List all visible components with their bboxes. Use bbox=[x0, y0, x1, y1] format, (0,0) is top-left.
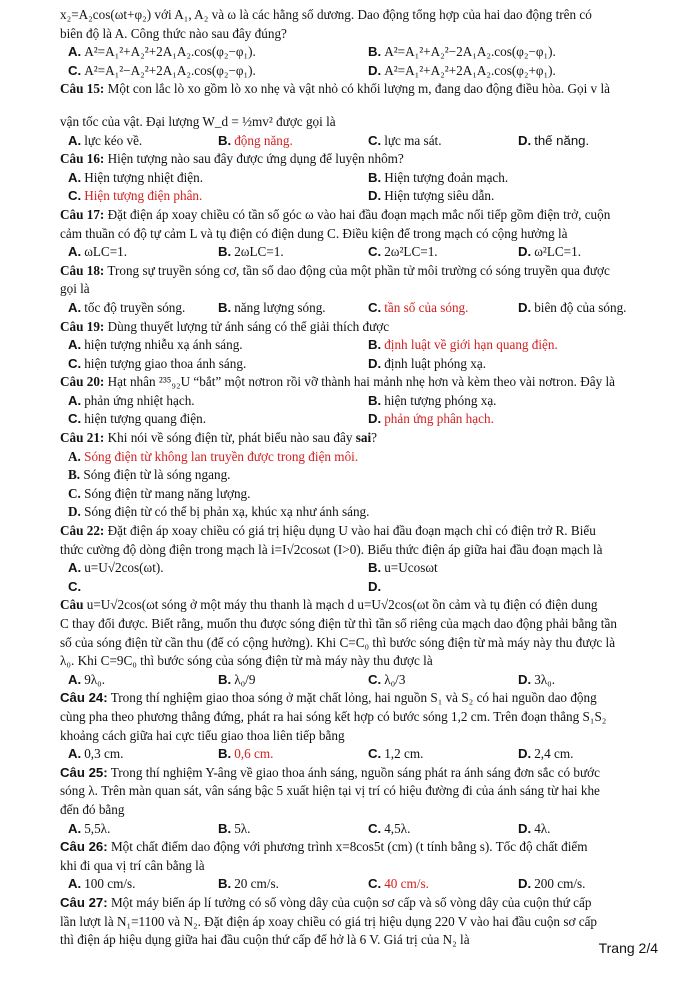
question-15-line-2: vận tốc của vật. Đại lượng W_d = ½mv² được gọi là bbox=[60, 113, 336, 129]
option: D. ω²LC=1. bbox=[518, 244, 582, 260]
question-17-options bbox=[60, 243, 660, 262]
question-22: Câu 22: Đặt điện áp xoay chiều có giá trị hiệu dụng U vào hai đầu đoạn mạch chỉ có điện trở R. Biểu bbox=[60, 523, 596, 539]
option: C. 2ω²LC=1. bbox=[368, 244, 438, 260]
option: C. 4,5λ. bbox=[368, 820, 411, 836]
option-correct: D. phản ứng phân hạch. bbox=[368, 411, 494, 427]
question-23-line-2: C thay đổi được. Biết rằng, muốn thu được sóng điện từ thì tần số riêng của mạch dao động phải bằng tần bbox=[60, 616, 617, 631]
option: C. 1,2 cm. bbox=[368, 746, 424, 762]
option-correct: B. động năng. bbox=[218, 132, 293, 148]
question-27-line-2: lần lượt là N₁=1100 và N₂. Đặt điện áp xoay chiều có giá trị hiệu dụng 220 V vào hai đầu cuộn sơ cấp bbox=[60, 913, 598, 929]
option: D. thế năng. bbox=[518, 132, 590, 148]
option: D. 4λ. bbox=[518, 820, 551, 836]
option: A. A²=A₁²+A₂²+2A₁A₂.cos(φ₂−φ₁). bbox=[68, 44, 256, 60]
option: A. Hiện tượng nhiệt điện. bbox=[68, 169, 204, 185]
option: B. hiện tượng phóng xạ. bbox=[368, 392, 497, 408]
intro-options-row-2 bbox=[60, 62, 660, 81]
option: B. A²=A₁²+A₂²−2A₁A₂.cos(φ₂−φ₁). bbox=[368, 44, 556, 60]
question-24-options bbox=[60, 745, 660, 764]
question-22-options-2 bbox=[60, 578, 660, 597]
option: B. λ₀/9 bbox=[218, 671, 256, 687]
option: D. 3λ₀. bbox=[518, 671, 556, 687]
option: D. biên độ của sóng. bbox=[518, 299, 627, 315]
question-16-options-1 bbox=[60, 169, 660, 188]
question-24-line-2: cùng pha theo phương thẳng đứng, phát ra hai sóng kết hợp có bước sóng 1,2 cm. Trên đoạn thẳng S₁S₂ bbox=[60, 708, 607, 724]
question-18-line-2: gọi là bbox=[60, 281, 90, 297]
question-27: Câu 27: Một máy biến áp lí tưởng có số vòng dây của cuộn sơ cấp và số vòng dây của cuộn thứ cấp bbox=[60, 894, 592, 910]
question-20: Câu 20: Hạt nhân ²³⁵₉₂U “bắt” một nơtron rồi vỡ thành hai mảnh nhẹ hơn và kèm theo vài nơtron. Đây là bbox=[60, 374, 615, 390]
intro-line-1: x₂=A₂cos(ωt+φ₂) với A₁, A₂ và ω là các hằng số dương. Dao động tổng hợp của hai dao động trên có bbox=[60, 7, 592, 22]
option: A. lực kéo về. bbox=[68, 132, 143, 148]
question-19-options-2 bbox=[60, 355, 660, 374]
question-26-line-2: khi đi qua vị trí cân bằng là bbox=[60, 857, 205, 873]
option: A. 0,3 cm. bbox=[68, 746, 124, 762]
exam-page bbox=[60, 6, 660, 950]
option: A. hiện tượng nhiễu xạ ánh sáng. bbox=[68, 337, 243, 353]
option: D. Hiện tượng siêu dẫn. bbox=[368, 188, 495, 204]
option: A. 100 cm/s. bbox=[68, 876, 136, 892]
option: D. 2,4 cm. bbox=[518, 746, 574, 762]
question-19-options-1 bbox=[60, 336, 660, 355]
question-22-options-1 bbox=[60, 559, 660, 578]
option: A. phản ứng nhiệt hạch. bbox=[68, 392, 195, 408]
option: C. hiện tượng quang điện. bbox=[68, 411, 206, 427]
option: A. 5,5λ. bbox=[68, 820, 111, 836]
question-26-options bbox=[60, 875, 660, 894]
option-correct: C. Hiện tượng điện phân. bbox=[68, 188, 203, 204]
question-21: Câu 21: Khi nói về sóng điện từ, phát biểu nào sau đây sai? bbox=[60, 430, 378, 446]
question-18: Câu 18: Trong sự truyền sóng cơ, tần số dao động của một phần tử môi trường có sóng truyền qua được bbox=[60, 262, 610, 278]
option: A. ωLC=1. bbox=[68, 244, 128, 260]
option: A. u=U√2cos(ωt). bbox=[68, 560, 164, 576]
question-27-line-3: thì điện áp hiệu dụng giữa hai đầu cuộn thứ cấp để hở là 6 V. Giá trị của N₂ là bbox=[60, 932, 470, 948]
option: D. bbox=[368, 578, 382, 594]
question-25-line-2: sóng λ. Trên màn quan sát, vân sáng bậc 5 xuất hiện tại vị trí có hiệu đường đi của ánh sáng từ hai khe bbox=[60, 783, 600, 799]
question-19: Câu 19: Dùng thuyết lượng tử ánh sáng có thể giải thích được bbox=[60, 318, 390, 334]
question-18-options bbox=[60, 299, 660, 318]
option: D. A²=A₁²+A₂²+2A₁A₂.cos(φ₂+φ₁). bbox=[368, 62, 556, 78]
question-25: Câu 25: Trong thí nghiệm Y-âng về giao thoa ánh sáng, nguồn sáng phát ra ánh sáng đơn sắc có bước bbox=[60, 764, 600, 780]
question-25-options bbox=[60, 820, 660, 839]
question-24: Câu 24: Trong thí nghiệm giao thoa sóng ở mặt chất lỏng, hai nguồn S₁ và S₂ có hai nguồn dao động bbox=[60, 690, 597, 706]
question-16-options-2 bbox=[60, 187, 660, 206]
question-17: Câu 17: Đặt điện áp xoay chiều có tần số góc ω vào hai đầu đoạn mạch mắc nối tiếp gồm điện trở, cuộn bbox=[60, 206, 611, 222]
question-20-options-2 bbox=[60, 410, 660, 429]
question-15-options bbox=[60, 132, 660, 151]
option: A. tốc độ truyền sóng. bbox=[68, 299, 186, 315]
option: C. lực ma sát. bbox=[368, 132, 442, 148]
option: B. Sóng điện từ là sóng ngang. bbox=[68, 467, 231, 483]
option: C. hiện tượng giao thoa ánh sáng. bbox=[68, 355, 247, 371]
option: B. Hiện tượng đoản mạch. bbox=[368, 169, 509, 185]
question-17-line-2: cảm thuần có độ tự cảm L và tụ điện có điện dung C. Điều kiện để trong mạch có cộng hưởng là bbox=[60, 225, 568, 241]
question-23-line-3: số của sóng điện từ cần thu (để có cộng hưởng). Khi C=C₀ thì bước sóng điện từ mà máy này thu được là bbox=[60, 634, 616, 650]
question-15: Câu 15: Một con lắc lò xo gồm lò xo nhẹ và vật nhỏ có khối lượng m, đang dao động điều hòa. Gọi v là bbox=[60, 81, 610, 97]
intro-options-row-1 bbox=[60, 43, 660, 62]
option: D. định luật phóng xạ. bbox=[368, 355, 487, 371]
option-correct: C. 40 cm/s. bbox=[368, 876, 429, 892]
option: B. năng lượng sóng. bbox=[218, 299, 326, 315]
question-23-options bbox=[60, 671, 660, 690]
question-16: Câu 16: Hiện tượng nào sau đây được ứng dụng để luyện nhôm? bbox=[60, 151, 404, 167]
option: D. Sóng điện từ có thể bị phản xạ, khúc xạ như ánh sáng. bbox=[68, 504, 370, 520]
option: B. 2ωLC=1. bbox=[218, 244, 284, 260]
option: C. bbox=[68, 578, 82, 594]
option-correct: A. Sóng điện từ không lan truyền được trong điện môi. bbox=[68, 448, 359, 464]
question-23-line-4: λ₀. Khi C=9C₀ thì bước sóng của sóng điện từ mà máy này thu được là bbox=[60, 653, 433, 669]
page-number: Trang 2/4 bbox=[598, 940, 658, 956]
question-23: Câu u=U√2cos(ωt sóng ở một máy thu thanh là mạch d u=U√2cos(ωt ồn cảm và tụ điện có điện dung bbox=[60, 597, 598, 613]
option: C. A²=A₁²−A₂²+2A₁A₂.cos(φ₂−φ₁). bbox=[68, 62, 256, 78]
option: C. Sóng điện từ mang năng lượng. bbox=[68, 485, 251, 501]
question-25-line-3: đến đó bằng bbox=[60, 801, 125, 817]
option-correct: C. tần số của sóng. bbox=[368, 299, 469, 315]
question-22-line-2: thức cường độ dòng điện trong mạch là i=I√2cosωt (I>0). Biểu thức điện áp giữa hai đầu đoạn mạch là bbox=[60, 541, 603, 557]
option-correct: B. định luật về giới hạn quang điện. bbox=[368, 337, 558, 353]
question-20-options-1 bbox=[60, 392, 660, 411]
question-26: Câu 26: Một chất điểm dao động với phương trình x=8cos5t (cm) (t tính bằng s). Tốc độ chất điểm bbox=[60, 839, 588, 855]
option: B. 20 cm/s. bbox=[218, 876, 279, 892]
option: D. 200 cm/s. bbox=[518, 876, 586, 892]
option: B. u=Ucosωt bbox=[368, 560, 438, 576]
intro-line-2: biên độ là A. Công thức nào sau đây đúng? bbox=[60, 25, 287, 41]
option: A. 9λ₀. bbox=[68, 671, 106, 687]
option: B. 5λ. bbox=[218, 820, 251, 836]
option: C. λ₀/3 bbox=[368, 671, 406, 687]
option-correct: B. 0,6 cm. bbox=[218, 746, 274, 762]
question-24-line-3: khoảng cách giữa hai cực tiểu giao thoa liên tiếp bằng bbox=[60, 727, 345, 743]
